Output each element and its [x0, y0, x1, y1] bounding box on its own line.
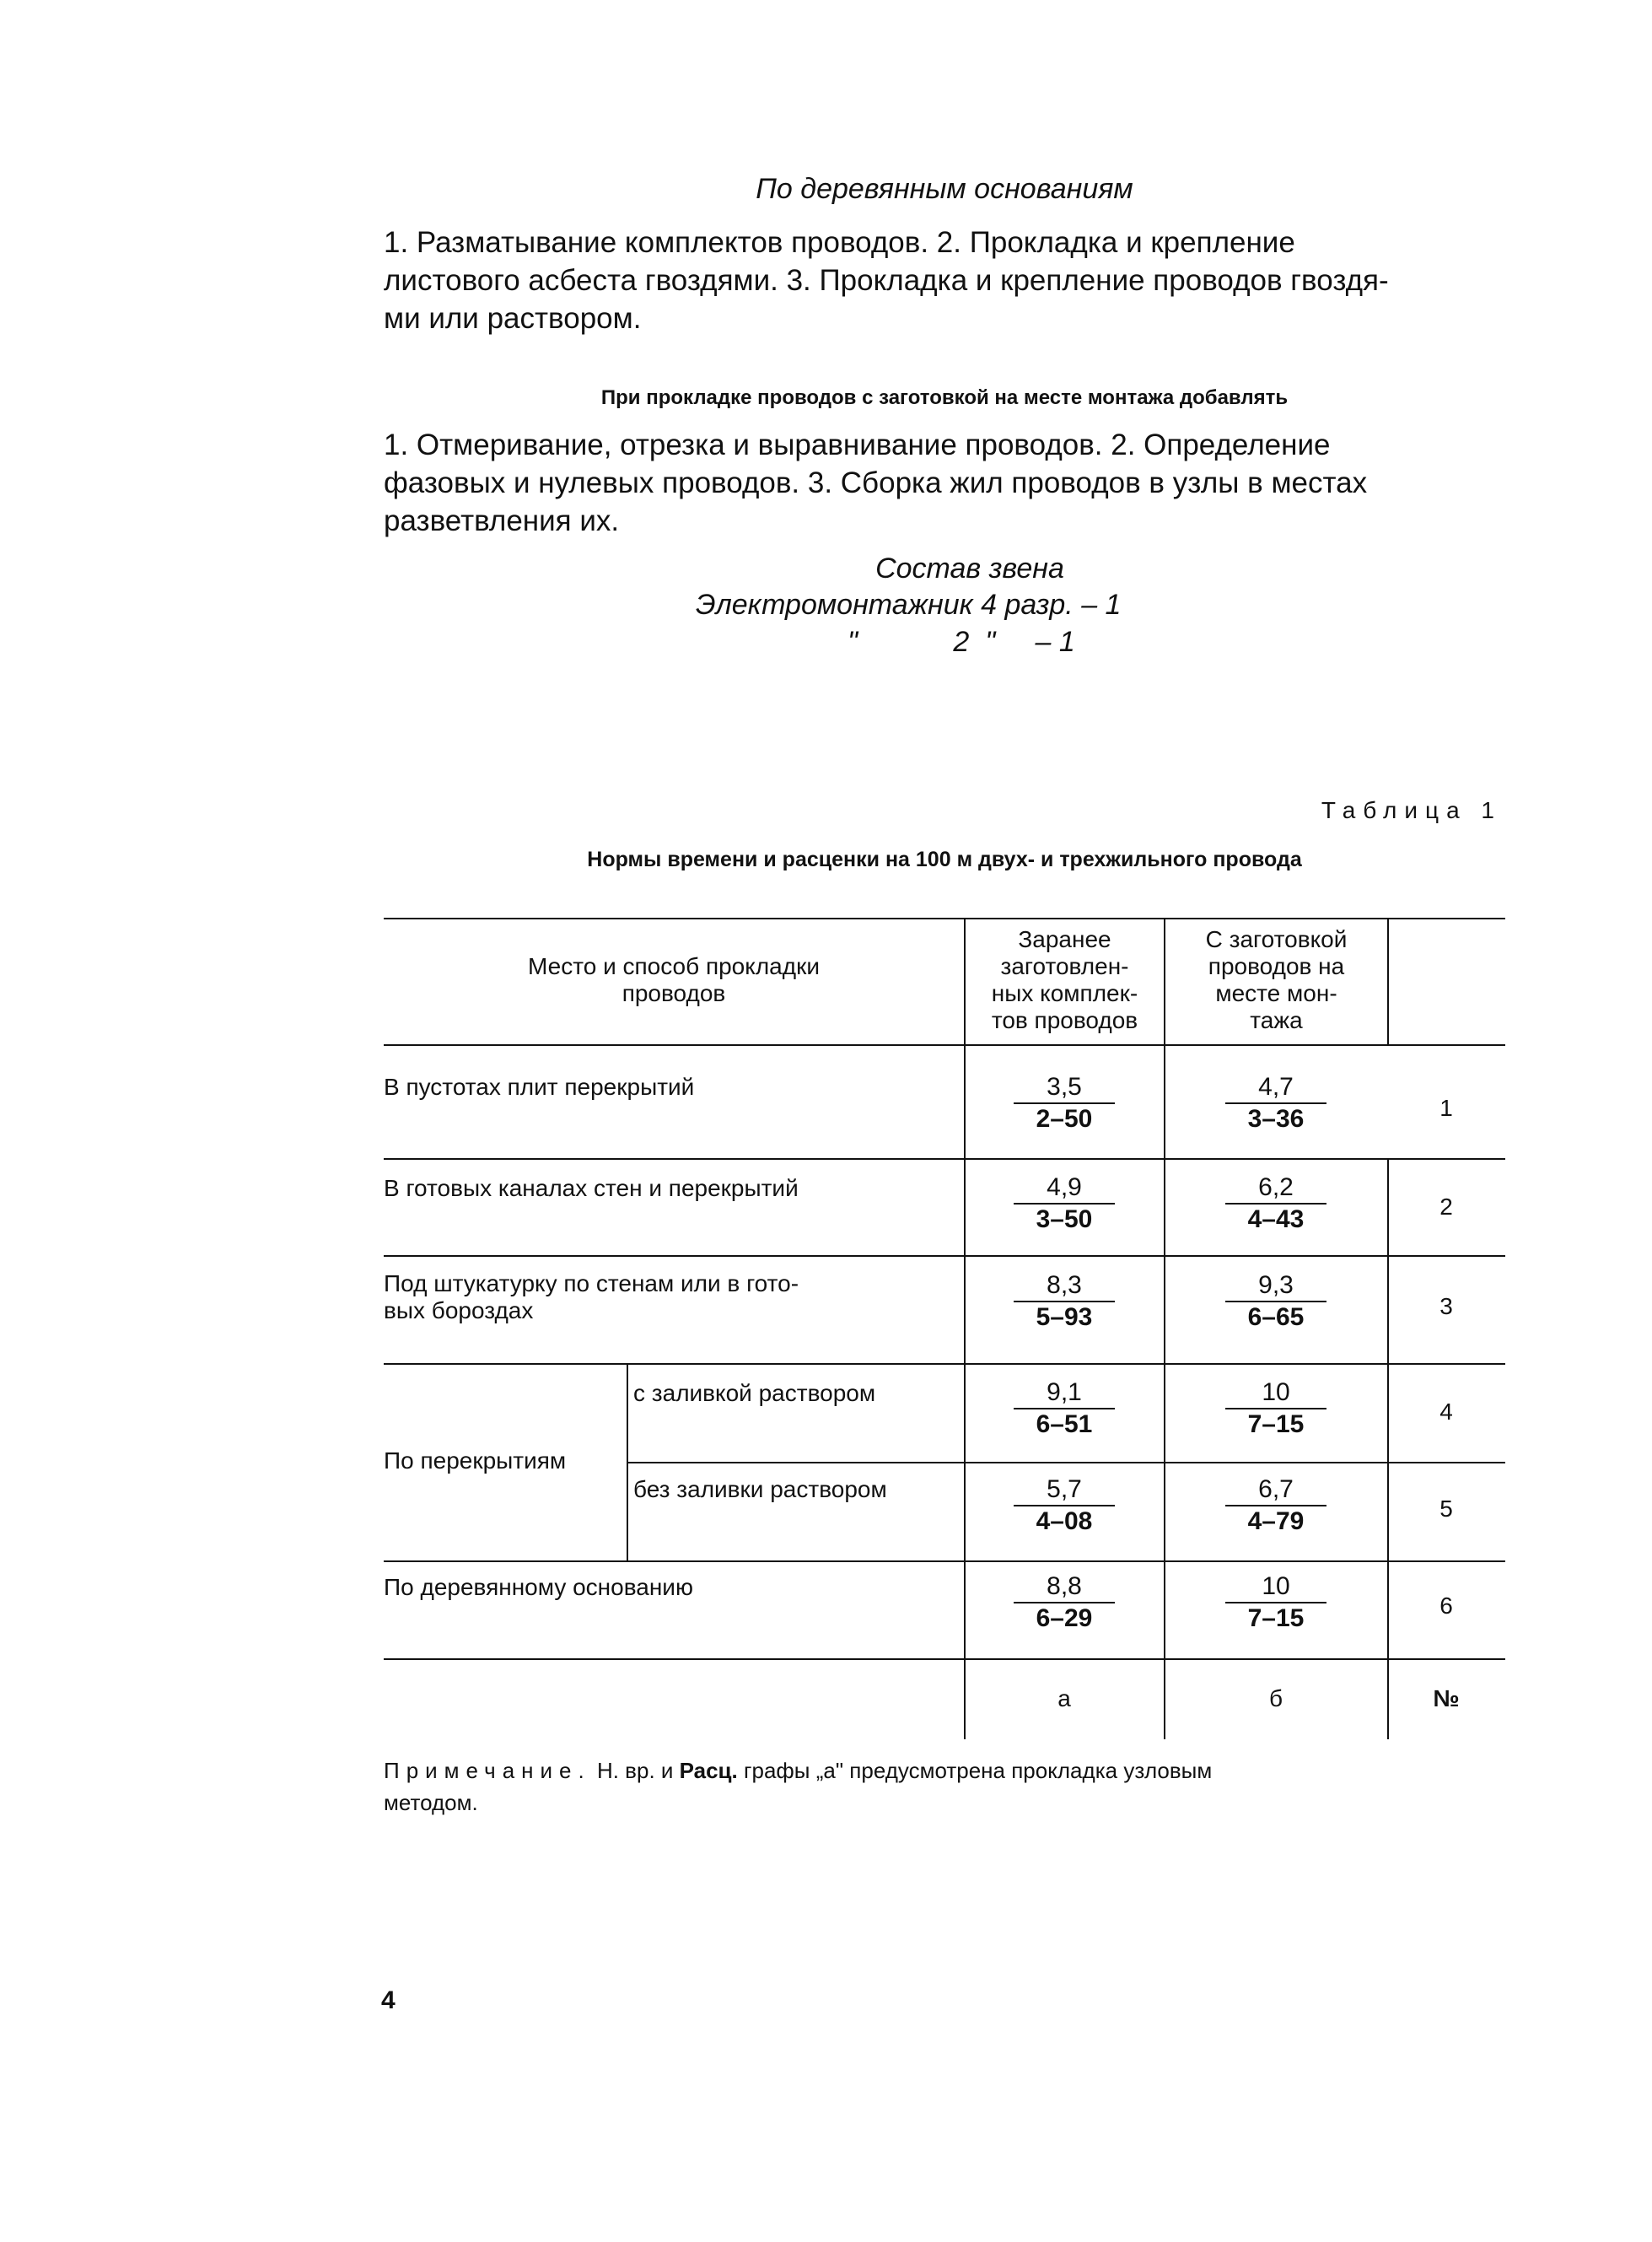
time-norm: 10: [1225, 1377, 1326, 1409]
rate: 6–65: [1247, 1303, 1305, 1331]
time-norm: 9,3: [1225, 1270, 1326, 1302]
note-line: методом.: [384, 1790, 478, 1815]
table-rule: [627, 1462, 1505, 1463]
column-letter-a: а: [1057, 1685, 1071, 1711]
header-place: [384, 953, 964, 1007]
norm-value-a: [980, 1474, 1149, 1537]
page-number: 4: [381, 1986, 396, 2014]
rate: 4–08: [1036, 1507, 1093, 1535]
column-number-sign: №: [1433, 1685, 1460, 1711]
rate: 4–79: [1247, 1507, 1305, 1535]
norm-value-a: [980, 1172, 1149, 1235]
row-number: 3: [1439, 1293, 1453, 1319]
group-label: По перекрытиям: [384, 1447, 567, 1474]
note-text: Н. вр. и: [590, 1758, 680, 1783]
time-norm: 9,1: [1014, 1377, 1115, 1409]
header-line: заготовлен-: [1000, 953, 1129, 979]
table-note: [384, 1754, 1505, 1819]
header-line: месте мон-: [1215, 980, 1337, 1006]
rate: 7–15: [1247, 1604, 1305, 1632]
header-line: тажа: [1250, 1007, 1303, 1033]
addendum-paragraph: [384, 426, 1505, 540]
row-number: 6: [1439, 1593, 1453, 1619]
table-rule: [384, 1255, 1505, 1257]
header-line: тов проводов: [991, 1007, 1138, 1033]
paragraph-line: 1. Отмеривание, отрезка и выравнивание проводов. 2. Определение: [384, 428, 1331, 461]
rate: 2–50: [1036, 1105, 1093, 1133]
row-label-line: вых бороздах: [384, 1297, 534, 1323]
rate: 6–29: [1036, 1604, 1093, 1632]
norm-value-a: [980, 1571, 1149, 1634]
table-title: Нормы времени и расценки на 100 м двух- и трехжильного провода: [587, 848, 1302, 871]
norm-value-a: [980, 1377, 1149, 1440]
header-line: ных комплек-: [991, 980, 1138, 1006]
rate: 3–36: [1247, 1105, 1305, 1133]
paragraph-line: листового асбеста гвоздями. 3. Прокладка и крепление проводов гвоздя-: [384, 264, 1389, 297]
table-caption: Таблица 1: [1321, 797, 1502, 823]
norm-value-b: [1192, 1172, 1360, 1235]
header-line: проводов на: [1208, 953, 1345, 979]
norm-value-b: [1192, 1270, 1360, 1333]
paragraph-line: фазовых и нулевых проводов. 3. Сборка жил проводов в узлы в местах: [384, 466, 1368, 499]
rate: 3–50: [1036, 1205, 1093, 1233]
note-line: [384, 1754, 1505, 1787]
note-bold-word: Расц.: [679, 1758, 738, 1783]
rate: 7–15: [1247, 1410, 1305, 1438]
column-letter-b: б: [1268, 1685, 1283, 1711]
norm-value-b: [1192, 1571, 1360, 1634]
norm-value-a: [980, 1072, 1149, 1134]
row-label: В готовых каналах стен и перекрытий: [384, 1175, 799, 1201]
row-label: без заливки раствором: [633, 1476, 887, 1502]
norm-value-a: [980, 1270, 1149, 1333]
norm-value-b: [1192, 1474, 1360, 1537]
row-number: 2: [1439, 1194, 1453, 1220]
header-col-b: [1165, 926, 1387, 1034]
table-rule: [1164, 918, 1165, 1739]
note-text: графы „а" предусмотрена прокладка узловым: [737, 1758, 1213, 1783]
header-line: Место и способ прокладки: [528, 953, 820, 979]
time-norm: 4,7: [1225, 1072, 1326, 1104]
row-label: По деревянному основанию: [384, 1574, 693, 1600]
paragraph-line: разветвления их.: [384, 504, 620, 537]
row-number: 4: [1439, 1399, 1453, 1425]
table-rule: [384, 918, 1505, 919]
crew-line: " 2 " – 1: [848, 626, 1075, 658]
crew-line: Электромонтажник 4 разр. – 1: [696, 589, 1122, 621]
time-norm: 5,7: [1014, 1474, 1115, 1506]
table-rule: [1387, 918, 1389, 1044]
table-rule: [384, 1158, 1505, 1160]
time-norm: 6,7: [1225, 1474, 1326, 1506]
paragraph-line: ми или раствором.: [384, 302, 642, 335]
row-label-line: Под штукатурку по стенам или в гото-: [384, 1270, 799, 1296]
table-rule: [384, 1363, 1505, 1365]
table-rule: [384, 1560, 1505, 1562]
row-number: 1: [1439, 1095, 1453, 1121]
norm-value-b: [1192, 1072, 1360, 1134]
header-col-a: [966, 926, 1164, 1034]
time-norm: 8,3: [1014, 1270, 1115, 1302]
note-prefix: Примечание.: [384, 1758, 591, 1783]
time-norm: 10: [1225, 1571, 1326, 1603]
row-label: с заливкой раствором: [633, 1380, 876, 1406]
header-line: Заранее: [1018, 926, 1111, 952]
addendum-heading: При прокладке проводов с заготовкой на месте монтажа добавлять: [600, 386, 1289, 409]
rate: 6–51: [1036, 1410, 1093, 1438]
header-line: проводов: [622, 980, 726, 1006]
header-line: С заготовкой: [1205, 926, 1348, 952]
table-rule: [627, 1363, 628, 1560]
norm-value-b: [1192, 1377, 1360, 1440]
rate: 5–93: [1036, 1303, 1093, 1331]
rate: 4–43: [1247, 1205, 1305, 1233]
section-paragraph: [384, 224, 1505, 337]
crew-title: Состав звена: [875, 552, 1064, 585]
time-norm: 8,8: [1014, 1571, 1115, 1603]
row-label: [384, 1270, 799, 1324]
row-label: В пустотах плит перекрытий: [384, 1074, 695, 1100]
table-rule: [964, 918, 966, 1739]
table-rule: [1387, 1158, 1389, 1739]
table-rule: [384, 1658, 1505, 1660]
time-norm: 6,2: [1225, 1172, 1326, 1205]
time-norm: 4,9: [1014, 1172, 1115, 1205]
norms-table: [384, 918, 1505, 1739]
section-heading: По деревянным основаниям: [756, 173, 1133, 205]
paragraph-line: 1. Разматывание комплектов проводов. 2. Прокладка и крепление: [384, 226, 1295, 259]
time-norm: 3,5: [1014, 1072, 1115, 1104]
row-number: 5: [1439, 1496, 1453, 1522]
table-rule: [384, 1044, 1505, 1046]
